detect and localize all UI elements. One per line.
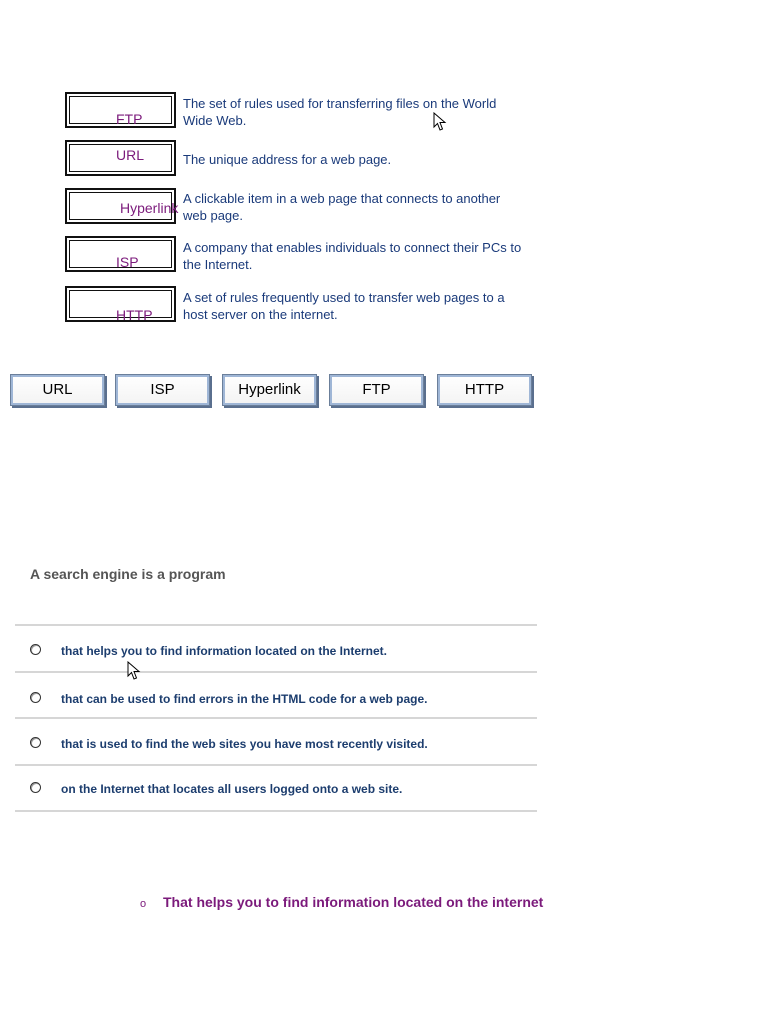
choice-http-button[interactable]: HTTP [437,374,532,406]
mouse-pointer-icon [433,112,447,132]
drop-answer-http: HTTP [116,307,153,323]
drop-answer-isp: ISP [116,254,139,270]
definition-hyperlink: A clickable item in a web page that connects to another web page. [183,191,501,223]
definition-url: The unique address for a web page. [183,152,392,167]
radio-icon[interactable] [30,782,41,793]
quiz-option-4[interactable] [15,766,537,810]
quiz-option-label: on the Internet that locates all users logged onto a web site. [61,782,403,796]
quiz-option-1[interactable] [15,626,537,670]
choice-isp-button[interactable]: ISP [115,374,210,406]
quiz-option-label: that helps you to find information located on the Internet. [61,644,387,658]
answer-bullet: o [140,898,147,910]
drop-answer-url: URL [116,147,145,163]
quiz-option-3[interactable] [15,719,537,763]
choice-url-button[interactable]: URL [10,374,105,406]
choice-hyperlink-button[interactable]: Hyperlink [222,374,317,406]
quiz-option-label: that can be used to find errors in the HTML code for a web page. [61,692,428,706]
answer-text: That helps you to find information located on the internet [163,894,544,910]
quiz-option-2[interactable] [15,673,537,717]
drop-answer-ftp: FTP [116,111,143,127]
radio-icon[interactable] [30,644,41,655]
radio-icon[interactable] [30,692,41,703]
mouse-pointer-icon [127,661,141,681]
definition-http: A set of rules frequently used to transfer web pages to a host server on the internet. [183,290,505,322]
choice-ftp-button[interactable]: FTP [329,374,424,406]
divider [15,810,537,812]
definition-ftp: The set of rules used for transferring files on the World Wide Web. [183,96,497,128]
drop-answer-hyperlink: Hyperlink [120,200,179,216]
quiz-option-label: that is used to find the web sites you have most recently visited. [61,737,428,751]
definition-isp: A company that enables individuals to connect their PCs to the Internet. [183,240,522,272]
quiz-question: A search engine is a program [30,566,226,582]
radio-icon[interactable] [30,737,41,748]
